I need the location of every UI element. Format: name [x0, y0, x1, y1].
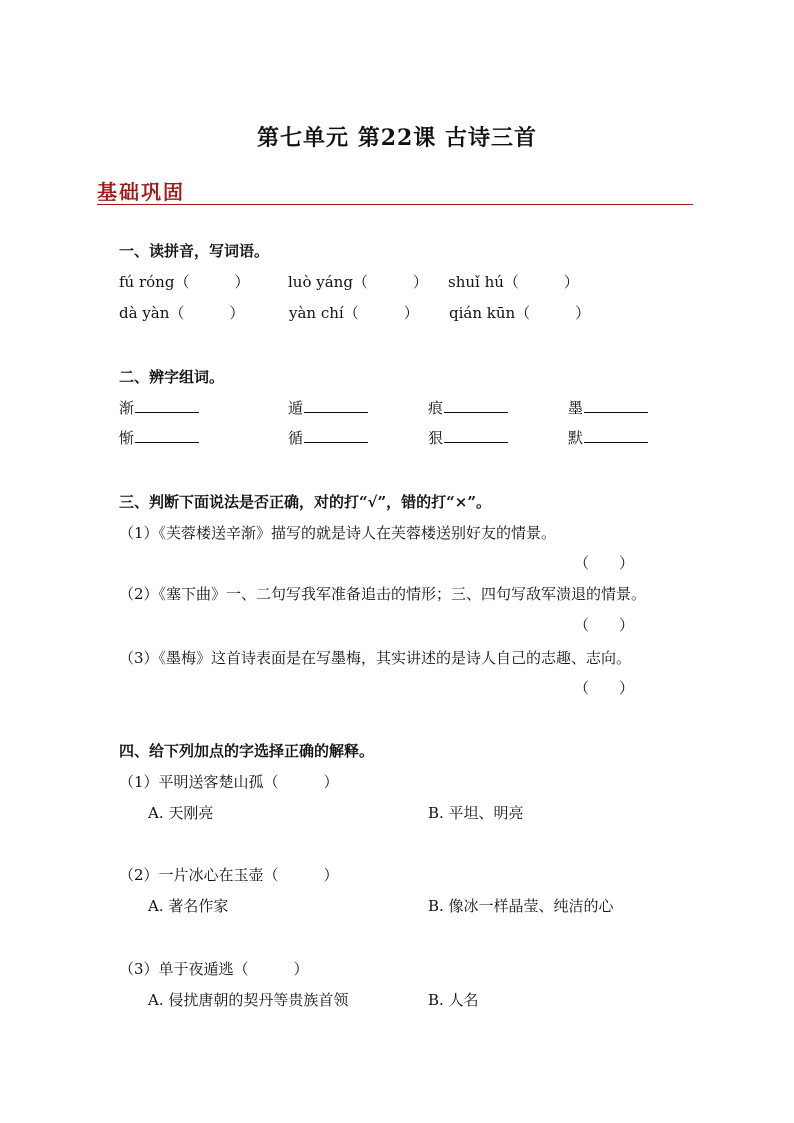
section-divider	[97, 204, 693, 205]
q2-char: 惭	[119, 429, 135, 447]
q4-option-b: B. 像冰一样晶莹、纯洁的心	[428, 897, 614, 915]
q3-answer-box[interactable]: （ ）	[574, 679, 635, 697]
q4-option-a: A. 侵扰唐朝的契丹等贵族首领	[148, 991, 349, 1009]
q2-item	[428, 397, 508, 418]
q2-item	[288, 397, 368, 418]
q3-item: （3）《墨梅》这首诗表面是在写墨梅，其实讲述的是诗人自己的志趣、志向。	[119, 649, 632, 667]
page-title: 第七单元 第22课 古诗三首	[257, 125, 537, 151]
q2-item	[119, 397, 199, 418]
q4-option-b: B. 平坦、明亮	[428, 804, 524, 822]
q3-item: （1）《芙蓉楼送辛渐》描写的就是诗人在芙蓉楼送别好友的情景。	[119, 524, 557, 542]
q1-item: shuǐ hú（ ）	[448, 273, 579, 291]
q4-heading: 四、给下列加点的字选择正确的解释。	[119, 742, 375, 760]
q4-option-b: B. 人名	[428, 991, 479, 1009]
q1-item: qián kūn（ ）	[449, 304, 591, 322]
q2-blank[interactable]	[444, 398, 508, 413]
q1-item: dà yàn（ ）	[119, 304, 245, 322]
q2-char: 墨	[568, 399, 584, 417]
q1-item: fú róng（ ）	[119, 273, 250, 291]
q2-item	[119, 427, 199, 448]
q1-heading: 一、读拼音，写词语。	[119, 242, 270, 260]
q2-char: 默	[568, 429, 584, 447]
q3-item: （2）《塞下曲》一、二句写我军准备追击的情形；三、四句写敌军溃退的情景。	[119, 585, 647, 603]
q2-blank[interactable]	[584, 428, 648, 443]
q2-blank[interactable]	[304, 398, 368, 413]
q2-char: 循	[288, 429, 304, 447]
q3-answer-box[interactable]: （ ）	[574, 554, 635, 572]
q2-blank[interactable]	[444, 428, 508, 443]
q2-item	[428, 427, 508, 448]
q3-answer-box[interactable]: （ ）	[574, 616, 635, 634]
q2-char: 痕	[428, 399, 444, 417]
q4-option-a: A. 著名作家	[148, 897, 229, 915]
q1-item: luò yáng（ ）	[288, 273, 428, 291]
q4-stem: （2）一片冰心在玉壶（ ）	[119, 866, 339, 884]
q2-char: 遁	[288, 399, 304, 417]
q3-heading: 三、判断下面说法是否正确，对的打“√”，错的打“×”。	[119, 493, 491, 511]
q2-item	[288, 427, 368, 448]
q1-item: yàn chí（ ）	[289, 304, 419, 322]
q2-blank[interactable]	[135, 398, 199, 413]
q2-char: 狠	[428, 429, 444, 447]
q4-option-a: A. 天刚亮	[148, 804, 214, 822]
q2-blank[interactable]	[135, 428, 199, 443]
q2-item	[568, 427, 648, 448]
q2-blank[interactable]	[304, 428, 368, 443]
q4-stem: （1）平明送客楚山孤（ ）	[119, 773, 339, 791]
section-title: 基础巩固	[97, 180, 185, 204]
q2-char: 渐	[119, 399, 135, 417]
q2-heading: 二、辨字组词。	[119, 368, 225, 386]
q2-blank[interactable]	[584, 398, 648, 413]
q2-item	[568, 397, 648, 418]
q4-stem: （3）单于夜遁逃（ ）	[119, 960, 309, 978]
